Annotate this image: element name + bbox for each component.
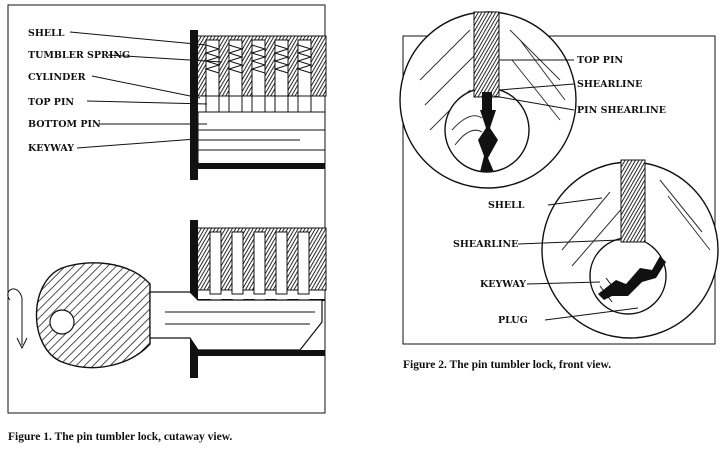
label-bottom-pin: BOTTOM PIN [28,119,101,130]
label-cylinder: CYLINDER [28,72,86,83]
front-view-bottom [542,160,718,338]
top-pin-spring [474,12,499,97]
front-view-top [400,12,576,188]
label-keyway: KEYWAY [28,143,75,154]
label-tumbler-spring: TUMBLER SPRING [28,50,131,61]
label-shearline-fig2-bottom: SHEARLINE [453,239,519,250]
label-shearline-fig2-top: SHEARLINE [577,79,643,90]
figure1 [8,5,326,443]
label-keyway-fig2: KEYWAY [480,279,527,290]
label-pin-shearline: PIN SHEARLINE [577,105,666,116]
label-top-pin: TOP PIN [28,97,75,108]
lock-face-plate [190,30,198,180]
label-shell: SHELL [28,28,65,39]
rotation-arrow [8,289,22,345]
bottom-pin-spring [621,160,645,242]
pin-stacks [198,40,325,118]
figure1-caption: Figure 1. The pin tumbler lock, cutaway view. [8,431,233,443]
label-top-pin-fig2: TOP PIN [577,55,624,66]
lock-cutaway-top [190,30,326,180]
lock-cutaway-bottom [190,220,326,378]
figure2 [400,12,718,371]
figure2-caption: Figure 2. The pin tumbler lock, front view. [403,359,612,371]
label-shell-fig2: SHELL [488,200,525,211]
label-plug: PLUG [498,315,528,326]
cylinder-plug [198,112,325,164]
